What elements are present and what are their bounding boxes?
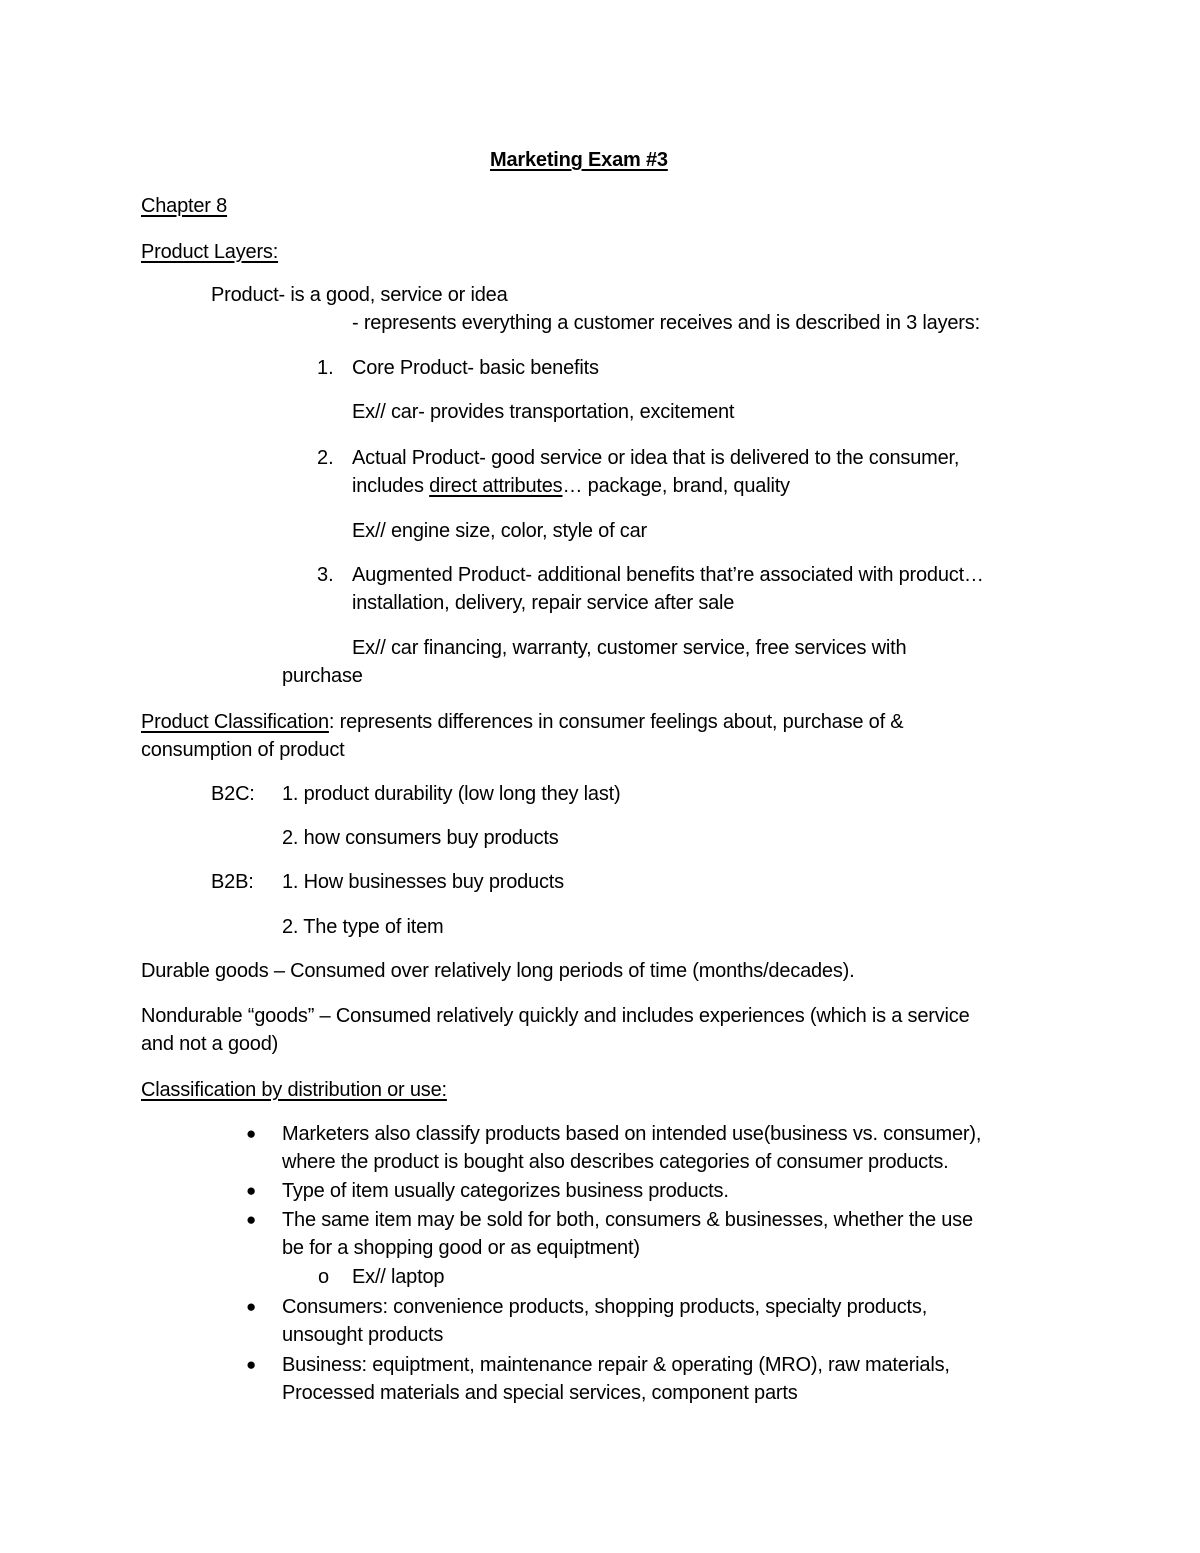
nondurable-goods-line1: Nondurable “goods” – Consumed relatively quickly and includes experiences (which is a service [141,1005,970,1027]
bullet-icon: ● [246,1210,257,1229]
bullet-5-line1: Business: equiptment, maintenance repair & operating (MRO), raw materials, [282,1354,950,1376]
layer-3-example-line1: Ex// car financing, warranty, customer service, free services with [352,637,907,659]
bullet-1-line1: Marketers also classify products based on intended use(business vs. consumer), [282,1123,982,1145]
durable-goods: Durable goods – Consumed over relatively long periods of time (months/decades). [141,960,855,982]
layer-1-number: 1. [317,357,334,379]
bullet-4-line1: Consumers: convenience products, shopping products, specialty products, [282,1296,928,1318]
bullet-3-sub: Ex// laptop [352,1266,445,1288]
product-classification-term: Product Classification [141,711,329,733]
b2c-item-2: 2. how consumers buy products [282,827,559,849]
b2b-item-2: 2. The type of item [282,916,444,938]
chapter-heading: Chapter 8 [141,195,228,217]
bullet-2-line1: Type of item usually categorizes business products. [282,1180,729,1202]
product-classification-line2: consumption of product [141,739,345,761]
nondurable-goods-line2: and not a good) [141,1033,279,1055]
b2b-label: B2B: [211,871,254,893]
layer-2-text-line1: Actual Product- good service or idea that is delivered to the consumer, [352,447,960,469]
layer-2-number: 2. [317,447,334,469]
bullet-icon: ● [246,1297,257,1316]
bullet-4-line2: unsought products [282,1324,444,1346]
bullet-icon: ● [246,1355,257,1374]
product-layers-heading: Product Layers: [141,241,279,263]
layer-3-example-line2: purchase [282,665,363,687]
b2c-item-1: 1. product durability (low long they last) [282,783,621,805]
layer-3-number: 3. [317,564,334,586]
product-represents: - represents everything a customer receives and is described in 3 layers: [352,312,980,334]
direct-attributes-term: direct attributes [429,475,563,497]
layer-3-text-line1: Augmented Product- additional benefits that’re associated with product… [352,564,984,586]
bullet-5-line2: Processed materials and special services, component parts [282,1382,798,1404]
product-classification-line1: Product Classification: represents differences in consumer feelings about, purchase of & [141,711,904,733]
product-definition: Product- is a good, service or idea [211,284,508,306]
b2c-label: B2C: [211,783,255,805]
layer-2-example: Ex// engine size, color, style of car [352,520,647,542]
classification-by-use-heading: Classification by distribution or use: [141,1079,447,1101]
layer-1-text: Core Product- basic benefits [352,357,599,379]
bullet-icon: ● [246,1124,257,1143]
bullet-icon: ● [246,1181,257,1200]
page-title: Marketing Exam #3 [490,149,668,171]
bullet-1-line2: where the product is bought also describes categories of consumer products. [282,1151,949,1173]
layer-2-text-line2: includes direct attributes… package, brand, quality [352,475,790,497]
layer-3-text-line2: installation, delivery, repair service after sale [352,592,735,614]
bullet-3-line2: be for a shopping good or as equiptment) [282,1237,640,1259]
sub-bullet-icon: o [318,1266,330,1288]
layer-1-example: Ex// car- provides transportation, excitement [352,401,735,423]
bullet-3-line1: The same item may be sold for both, consumers & businesses, whether the use [282,1209,973,1231]
b2b-item-1: 1. How businesses buy products [282,871,564,893]
